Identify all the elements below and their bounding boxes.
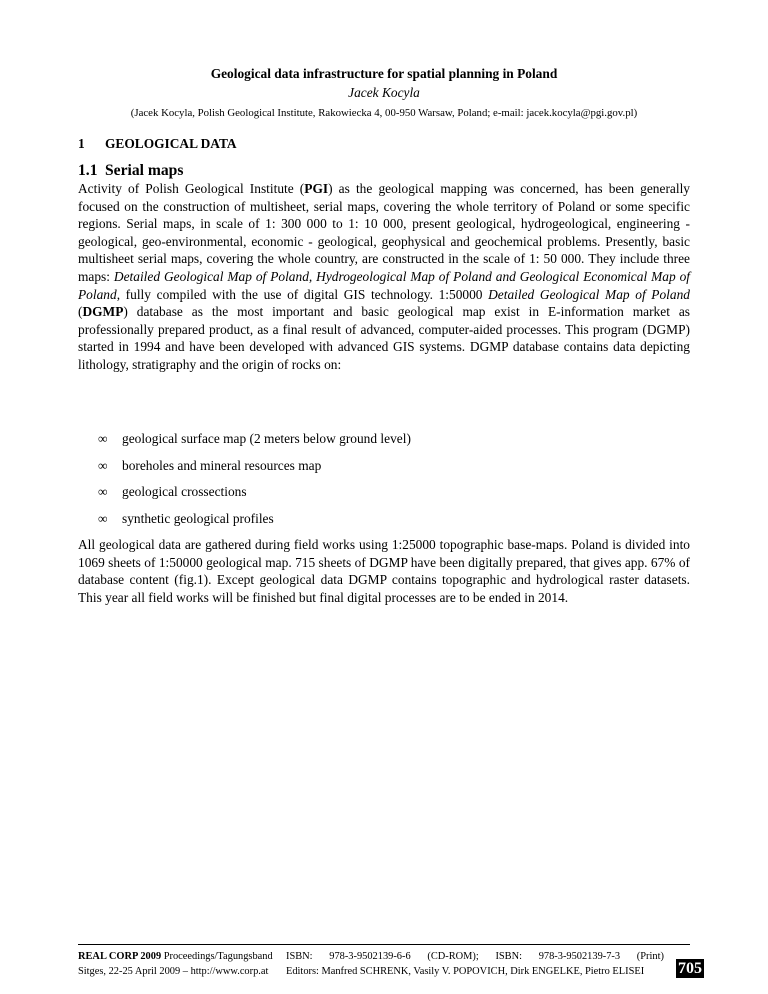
text-run: ) database as the most important and basic geological map exist in E-information market as professionally prepared product, as a final result of advanced, computer-aided processes. This program (DGMP) started in 1994 and have been developed with advanced GIS systems. DGMP database contains data depicting lithology, stratigraphy and the origin of rocks on: xyxy=(78,304,690,372)
author-name: Jacek Kocyla xyxy=(348,85,420,100)
isbn-print-type: (Print) xyxy=(636,951,664,962)
bullet-marker: ∞ xyxy=(98,511,108,527)
subsection-number: 1.1 xyxy=(78,162,98,179)
bullet-marker: ∞ xyxy=(98,431,108,446)
list-item-text: synthetic geological profiles xyxy=(122,511,274,527)
bullet-marker: ∞ xyxy=(98,457,108,473)
bullet-list xyxy=(98,430,411,537)
footer-divider xyxy=(78,944,690,945)
text-run: ) as the geological mapping was concerned, has been generally focused on the construction of multisheet, serial maps, covering the whole territory of Poland or some specific regions. Serial maps, in scale of 1: 300 000 to 1: 10 000, present geological, hydrogeological, engineering - geological, geo-environmental, economic - geological, geophysical and geochemical problems. Presently, basic multisheet serial maps, covering the whole country, are constructed in the scale of 1: 50 000. They include three maps: xyxy=(78,181,690,284)
footer-location: Sitges, 22-25 April 2009 – http://www.corp.at xyxy=(78,965,269,977)
footer-publication xyxy=(286,950,664,979)
paragraph-field-works: All geological data are gathered during field works using 1:25000 topographic base-maps. Poland is divided into 1069 sheets of 1:50000 geological map. 715 sheets of DGMP have been digitally prepared, that gives app. 67% of database content (fig.1). Except geological data DGMP contains topographic and hydrological raster datasets. This year all field works will be finished but final digital processes are to be ended in 2014. xyxy=(78,537,690,605)
conference-name: REAL CORP 2009 xyxy=(78,951,162,962)
footer-editors: Editors: Manfred SCHRENK, Vasily V. POPOVICH, Dirk ENGELKE, Pietro ELISEI xyxy=(286,965,645,977)
isbn-cd-type: (CD-ROM); xyxy=(427,951,479,962)
list-item xyxy=(98,457,411,484)
footer-conference-line xyxy=(78,950,273,965)
section-number: 1 xyxy=(78,136,85,151)
subsection-title: Serial maps xyxy=(105,162,184,179)
section-heading xyxy=(78,136,237,152)
map-title-dgmp: Detailed Geological Map of Poland xyxy=(488,286,690,302)
acronym-dgmp: DGMP xyxy=(82,304,124,320)
isbn-print: 978-3-9502139-7-3 xyxy=(538,951,621,962)
list-item-text: geological surface map (2 meters below ground level) xyxy=(122,431,411,446)
isbn-label: ISBN: xyxy=(495,951,522,962)
text-run: Activity of Polish Geological Institute ( xyxy=(78,181,305,196)
list-item xyxy=(98,510,411,537)
section-title: GEOLOGICAL DATA xyxy=(105,136,237,151)
paper-title: Geological data infrastructure for spatial planning in Poland xyxy=(210,66,558,81)
conference-subtitle: Proceedings/Tagungsband xyxy=(161,951,273,962)
page-number: 705 xyxy=(678,960,702,977)
list-item-text: geological crossections xyxy=(122,484,247,500)
subsection-heading xyxy=(78,162,183,180)
text-run: ( xyxy=(78,304,83,320)
bullet-marker: ∞ xyxy=(98,484,108,500)
footer-conference xyxy=(78,950,273,979)
footer-isbn xyxy=(286,950,664,965)
map-titles: Detailed Geological Map of Poland, Hydrogeological Map of Poland and Geological Economical Map of Poland xyxy=(78,268,690,302)
list-item xyxy=(98,430,411,457)
list-item-text: boreholes and mineral resources map xyxy=(122,457,322,473)
isbn-label: ISBN: xyxy=(286,951,313,962)
text-run: , fully compiled with the use of digital GIS technology. 1:50000 xyxy=(116,286,489,302)
list-item xyxy=(98,483,411,510)
author-affiliation: (Jacek Kocyla, Polish Geological Institute, Rakowiecka 4, 00-950 Warsaw, Poland; e-mail: jacek.kocyla@pgi.gov.pl) xyxy=(130,107,638,119)
acronym-pgi: PGI xyxy=(304,181,329,196)
paragraph-serial-maps xyxy=(78,180,690,374)
isbn-cd: 978-3-9502139-6-6 xyxy=(329,951,411,962)
